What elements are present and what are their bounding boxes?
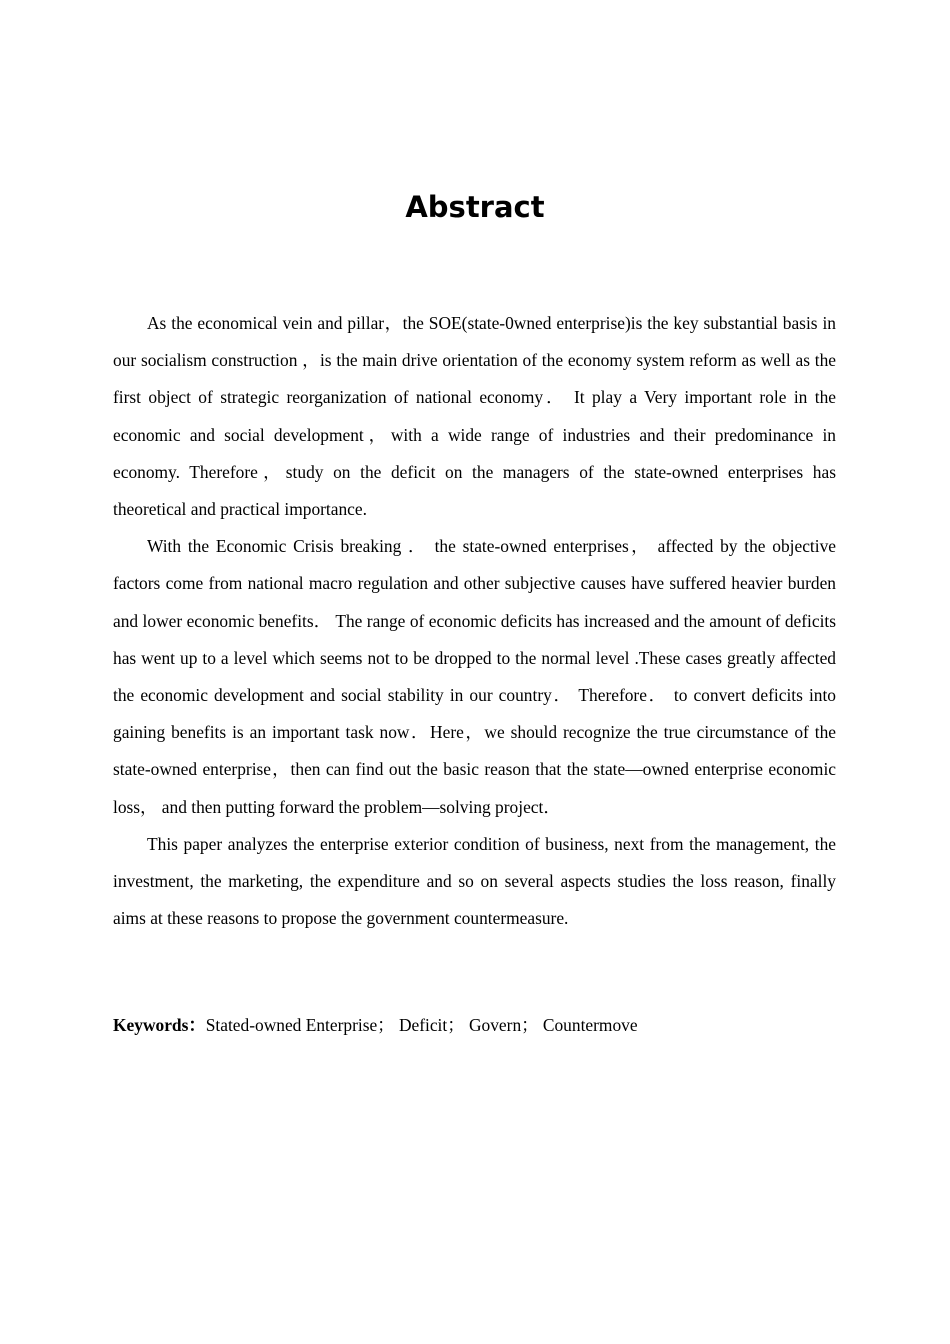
keywords-label: Keywords： [113, 1015, 206, 1035]
abstract-body [113, 305, 836, 937]
abstract-paragraph-2: With the Economic Crisis breaking ． the state-owned enterprises， affected by the objective factors come from national macro regulation and other subjective causes have suffered heavier burden and lower economic benefits． The range of economic deficits has increased and the amount of deficits has went up to a level which seems not to be dropped to the normal level .These cases greatly affected the economic development and social stability in our country． Therefore． to convert deficits into gaining benefits is an important task now．Here，we should recognize the true circumstance of the state-owned enterprise，then can find out the basic reason that the state—owned enterprise economic loss， and then putting forward the problem—solving project． [113, 536, 836, 817]
keyword-item: Countermove [542, 1015, 638, 1035]
keyword-item: Stated-owned Enterprise； [205, 1015, 395, 1035]
keyword-item: Deficit； [398, 1015, 465, 1035]
keywords-line [113, 1007, 836, 1044]
abstract-paragraph-1: As the economical vein and pillar，the SOE(state-0wned enterprise)is the key substantial basis in our socialism construction ，is the main drive orientation of the economy system reform as well as the first object of strategic reorganization of national economy． It play a Very important role in the economic and social development，with a wide range of industries and their predominance in economy. Therefore，study on the deficit on the managers of the state-owned enterprises has theoretical and practical importance. [113, 313, 836, 520]
abstract-paragraph-3: This paper analyzes the enterprise exterior condition of business, next from the management, the investment, the marketing, the expenditure and so on several aspects studies the loss reason, finally aims at these reasons to propose the government countermeasure. [113, 833, 836, 929]
page-title: Abstract [405, 190, 545, 224]
keyword-item: Govern； [468, 1015, 539, 1035]
